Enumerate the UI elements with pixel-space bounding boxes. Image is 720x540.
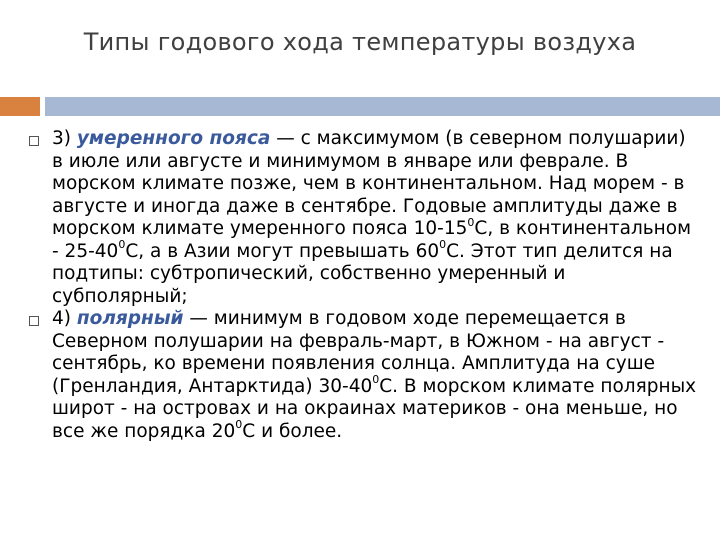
bullet-text: С и более. bbox=[242, 420, 343, 442]
term-polar: полярный bbox=[76, 308, 184, 329]
degree-superscript: 0 bbox=[467, 215, 475, 229]
bullet-text: — с максимумом (в северном полушарии) в июле или августе и минимумом в январе или феврале. В морском климате позже, чем в континентальном. Над морем - в августе и иногда даже в сентябре. Годовые амплитуды даже в морском климате умеренного пояса 10-15 bbox=[52, 128, 686, 239]
bullet-text: С. Этот тип делится на подтипы: субтропический, собственно умеренный и субполярный; bbox=[52, 240, 673, 307]
bullet-text: С, в континентальном - 25-40 bbox=[52, 218, 692, 262]
slide-content bbox=[27, 128, 699, 443]
term-temperate: умеренного пояса bbox=[76, 128, 271, 149]
degree-superscript: 0 bbox=[372, 373, 380, 387]
degree-superscript: 0 bbox=[118, 238, 126, 252]
square-bullet-icon bbox=[29, 136, 39, 146]
degree-superscript: 0 bbox=[235, 418, 243, 432]
square-bullet-icon bbox=[29, 316, 39, 326]
bullet-text: С, а в Азии могут превышать 60 bbox=[125, 240, 440, 262]
accent-bar-blue bbox=[45, 97, 720, 116]
accent-bar-orange bbox=[0, 97, 40, 116]
slide-title: Типы годового хода температуры воздуха bbox=[83, 28, 637, 56]
bullet-text: — минимум в годовом ходе перемещается в Северном полушарии на февраль-март, в Южном - на август - сентябрь, ко времени появления солнца. Амплитуда на суше (Гренландия, Антарктида) 30-40 bbox=[52, 308, 665, 397]
bullet-prefix: 3) bbox=[52, 128, 77, 149]
bullet-item-polar bbox=[27, 308, 699, 443]
bullet-item-temperate bbox=[27, 128, 699, 308]
degree-superscript: 0 bbox=[439, 238, 447, 252]
bullet-prefix: 4) bbox=[52, 308, 77, 329]
bullet-text: С. В морском климате полярных широт - на островах и на окраинах материков - она меньше, но все же порядка 20 bbox=[52, 375, 697, 442]
